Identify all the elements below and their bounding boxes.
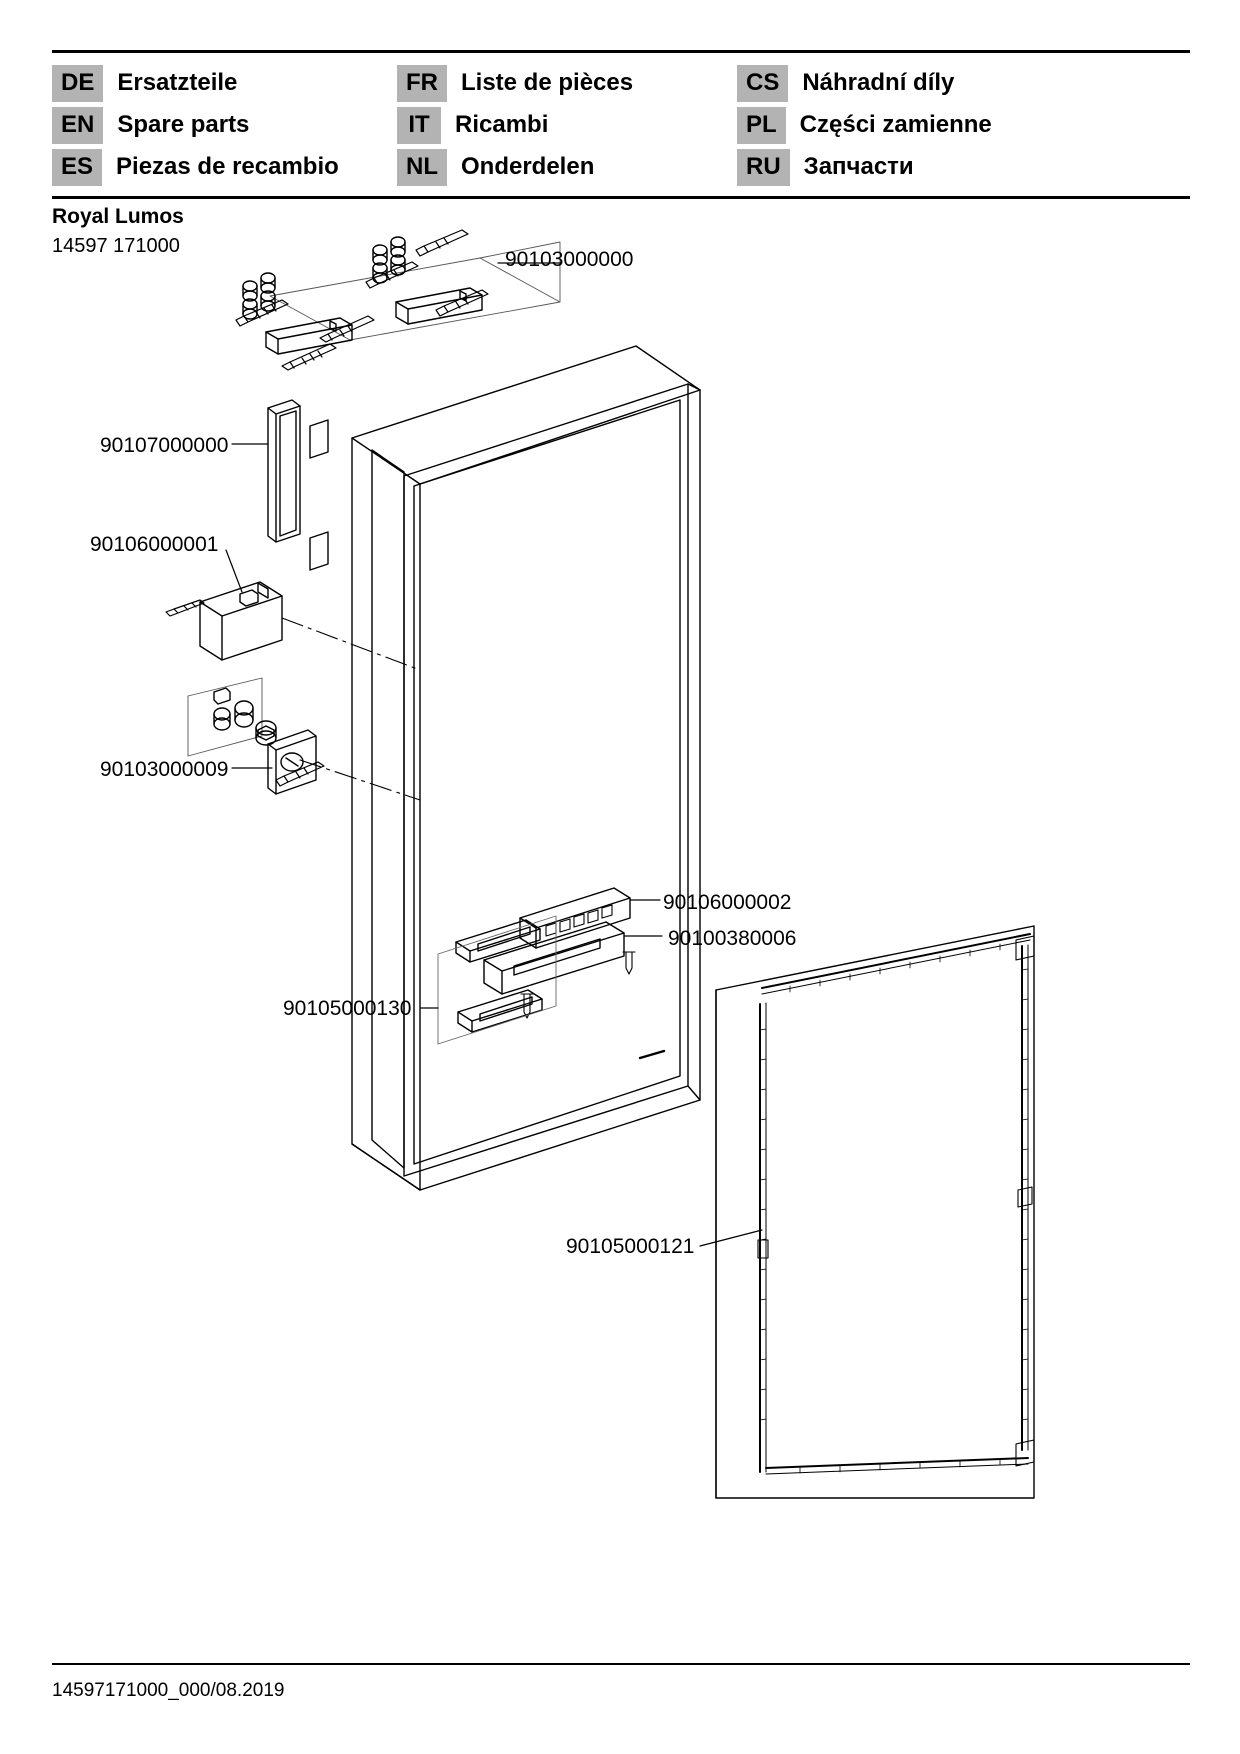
callout-label-90103000000: 90103000000 <box>505 248 634 271</box>
language-label: Spare parts <box>117 111 250 138</box>
language-code-badge: EN <box>52 107 103 144</box>
part-control-box <box>166 545 420 760</box>
language-code-badge: FR <box>397 65 447 102</box>
language-code-badge: RU <box>737 149 790 186</box>
language-label: Onderdelen <box>461 153 595 180</box>
language-entry-en <box>52 107 397 144</box>
callout-label-90106000002: 90106000002 <box>663 891 792 914</box>
product-code: 14597 171000 <box>52 235 180 257</box>
language-row <box>52 62 1190 104</box>
footer-rule <box>52 1663 1190 1665</box>
callout-label-90105000130: 90105000130 <box>283 997 412 1020</box>
document-footer: 14597171000_000/08.2019 <box>52 1680 285 1701</box>
exploded-view-diagram <box>0 200 1240 1650</box>
language-label: Części zamienne <box>799 111 992 138</box>
language-row <box>52 104 1190 146</box>
language-entry-ru <box>737 149 1097 186</box>
language-code-badge: NL <box>397 149 447 186</box>
mirror-cabinet-body <box>352 346 700 1190</box>
language-label: Ricambi <box>455 111 549 138</box>
callout-label-90105000121: 90105000121 <box>566 1235 695 1258</box>
callout-label-90106000001: 90106000001 <box>90 533 219 556</box>
language-entry-es <box>52 149 397 186</box>
language-code-badge: ES <box>52 149 102 186</box>
language-entry-cs <box>737 65 1097 102</box>
callout-label-90107000000: 90107000000 <box>100 434 229 457</box>
language-entry-it <box>397 107 737 144</box>
language-label: Piezas de recambio <box>116 153 339 180</box>
diagram-svg <box>0 200 1240 1650</box>
language-code-badge: PL <box>737 107 786 144</box>
language-label: Liste de pièces <box>461 69 634 96</box>
language-code-badge: IT <box>397 107 441 144</box>
language-entry-de <box>52 65 397 102</box>
language-entry-fr <box>397 65 737 102</box>
language-code-badge: DE <box>52 65 103 102</box>
callout-label-90100380006: 90100380006 <box>668 927 797 950</box>
language-code-badge: CS <box>737 65 788 102</box>
header-rule-top <box>52 50 1190 53</box>
language-header <box>52 62 1190 188</box>
callout-label-90103000009: 90103000009 <box>100 758 229 781</box>
language-label: Náhradní díly <box>802 69 955 96</box>
part-led-profile <box>232 400 328 570</box>
language-row <box>52 146 1190 188</box>
header-rule-bottom <box>52 196 1190 199</box>
language-entry-pl <box>737 107 1097 144</box>
language-label: Запчасти <box>803 153 914 180</box>
language-entry-nl <box>397 149 737 186</box>
page-title: Royal Lumos <box>52 205 184 228</box>
part-mirror-led-panel <box>700 926 1034 1498</box>
part-bottom-assembly <box>420 888 664 1044</box>
language-label: Ersatzteile <box>117 69 238 96</box>
